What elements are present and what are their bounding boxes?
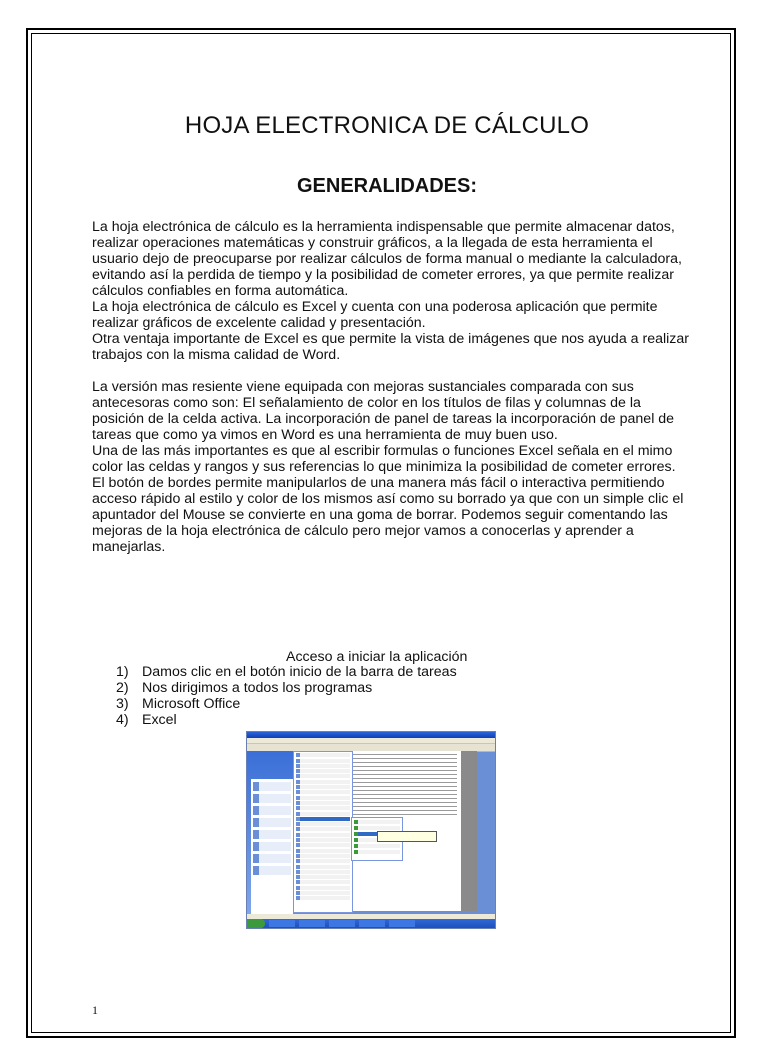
start-menu-screenshot <box>246 731 496 929</box>
step-number: 3) <box>116 696 129 712</box>
step-number: 4) <box>116 712 129 728</box>
step-text: Damos clic en el botón inicio de la barra de tareas <box>142 664 457 680</box>
step-number: 2) <box>116 680 129 696</box>
access-heading: Acceso a iniciar la aplicación <box>286 649 468 665</box>
paragraph-version: La versión mas resiente viene equipada con mejoras sustanciales comparada con sus antecesoras como son: El señalamiento de color en los títulos de filas y columnas de la posición de la celda activa. La incorporación de panel de tareas la incorporación de panel de tareas que como ya vimos en Word es una herramienta de muy buen uso. <box>92 379 675 443</box>
paragraph-advantage: Otra ventaja importante de Excel es que permite la vista de imágenes que nos ayuda a realizar trabajos con la misma calidad de Word. <box>92 331 689 363</box>
screenshot-taskbar <box>247 919 495 928</box>
screenshot-tooltip <box>377 831 437 842</box>
list-item <box>116 712 457 728</box>
step-text: Nos dirigimos a todos los programas <box>142 680 373 696</box>
paragraph-formulas: Una de las más importantes es que al escribir formulas o funciones Excel señala en el mimo color las celdas y rangos y sus referencias lo que minimiza la posibilidad de cometer errores. <box>92 443 676 475</box>
paragraph-borders: El botón de bordes permite manipularlos de una manera más fácil o interactiva permitiendo acceso rápido al estilo y color de los mismos así como su borrado ya que con un simple clic el apuntador del Mouse se convierte en una goma de borrar. Podemos seguir comentando las mejoras de la hoja electrónica de cálculo pero mejor vamos a conocerlas y aprender a manejarlas. <box>92 475 684 555</box>
paragraph-intro: La hoja electrónica de cálculo es la herramienta indispensable que permite almacenar datos, realizar operaciones matemáticas y construir gráficos, a la llegada de esta herramienta el usuario dejo de preocuparse por realizar cálculos de forma manual o mediante la calculadora, evitando así la perdida de tiempo y la posibilidad de cometer errores, ya que permite realizar cálculos confiables en forma automática. <box>92 219 682 299</box>
screenshot-start-button <box>247 919 265 928</box>
document-title: HOJA ELECTRONICA DE CÁLCULO <box>184 112 590 139</box>
steps-list <box>116 664 457 728</box>
section-heading: GENERALIDADES: <box>296 175 477 197</box>
list-item <box>116 680 457 696</box>
page-number: 1 <box>92 1003 98 1017</box>
step-number: 1) <box>116 664 129 680</box>
step-text: Microsoft Office <box>142 696 241 712</box>
step-text: Excel <box>142 712 177 728</box>
screenshot-start-menu <box>247 751 293 914</box>
list-item <box>116 696 457 712</box>
list-item <box>116 664 457 680</box>
paragraph-excel: La hoja electrónica de cálculo es Excel y cuenta con una poderosa aplicación que permite realizar gráficos de excelente calidad y presentación. <box>92 299 658 331</box>
screenshot-start-pinned <box>251 779 293 929</box>
screenshot-programs-menu <box>293 751 353 913</box>
